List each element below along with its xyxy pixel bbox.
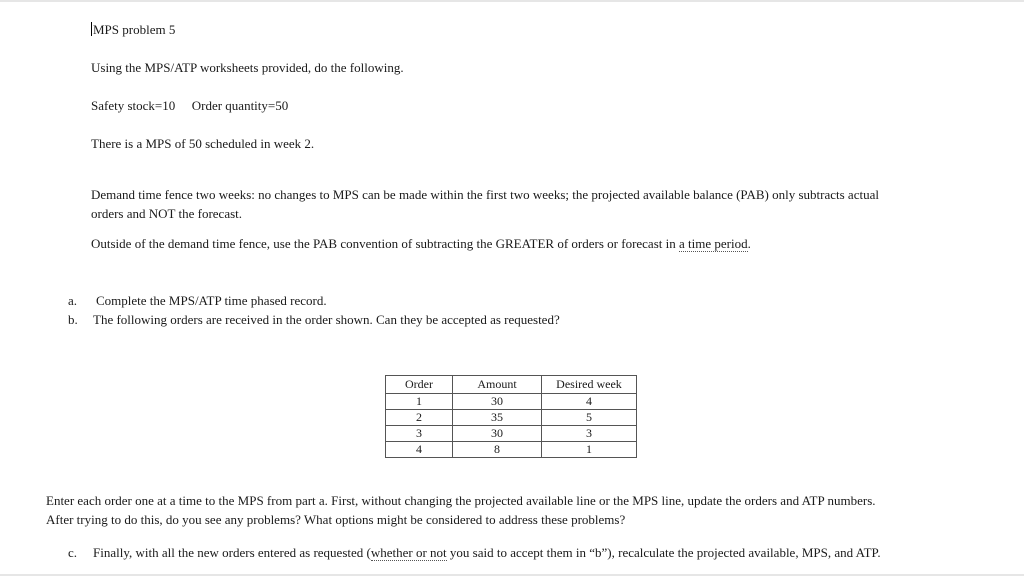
order-cell: 2 [386,410,453,426]
outside-fence-suffix: . [747,236,751,251]
order-quantity-text: Order quantity=50 [191,98,289,113]
item-c-suffix: you said to accept them in “b”), recalculate the projected available, MPS, and ATP. [446,545,881,560]
enter-line-2: After trying to do this, do you see any problems? What options might be considered to address these problems? [46,512,626,527]
item-c-underlined: whether or not [370,545,447,560]
desired-week-cell: 5 [542,410,637,426]
item-c-marker: c. [68,545,78,560]
item-b-marker: b. [68,312,78,327]
top-divider [0,0,1024,2]
item-a-text: Complete the MPS/ATP time phased record. [96,293,327,308]
parameters-line [91,98,288,114]
safety-stock-text: Safety stock=10 [91,98,176,113]
title-text: MPS problem 5 [93,22,176,37]
demand-fence-line-2: orders and NOT the forecast. [91,206,243,221]
item-c-text [93,545,881,561]
outside-fence-text [91,236,751,252]
demand-fence-line-1: Demand time fence two weeks: no changes to MPS can be made within the first two weeks; the projected available balance (PAB) only subtracts actual [91,187,879,202]
scheduled-mps-text: There is a MPS of 50 scheduled in week 2. [91,136,315,151]
text-cursor [91,22,92,36]
column-header-order: Order [386,376,453,394]
outside-fence-prefix: Outside of the demand time fence, use the PAB convention of subtracting the GREATER of orders or forecast in [91,236,679,251]
table-row [386,394,637,410]
table-row [386,410,637,426]
order-cell: 4 [386,442,453,458]
table-header-row [386,376,637,394]
column-header-desired-week: Desired week [542,376,637,394]
amount-cell: 30 [453,426,542,442]
desired-week-cell: 3 [542,426,637,442]
item-b-text: The following orders are received in the order shown. Can they be accepted as requested? [93,312,560,327]
enter-orders-paragraph [46,491,1006,529]
desired-week-cell: 4 [542,394,637,410]
orders-table [385,375,637,458]
amount-cell: 8 [453,442,542,458]
order-cell: 1 [386,394,453,410]
instructions-text: Using the MPS/ATP worksheets provided, do the following. [91,60,404,75]
document-title [91,22,175,38]
table-row [386,442,637,458]
item-a-marker: a. [68,293,78,308]
item-c-prefix: Finally, with all the new orders entered as requested ( [93,545,371,560]
order-cell: 3 [386,426,453,442]
outside-fence-underlined: a time period [679,236,748,251]
table-row [386,426,637,442]
column-header-amount: Amount [453,376,542,394]
demand-time-fence-paragraph [91,185,971,223]
desired-week-cell: 1 [542,442,637,458]
enter-line-1: Enter each order one at a time to the MPS from part a. First, without changing the projected available line or the MPS line, update the orders and ATP numbers. [46,493,876,508]
amount-cell: 30 [453,394,542,410]
amount-cell: 35 [453,410,542,426]
